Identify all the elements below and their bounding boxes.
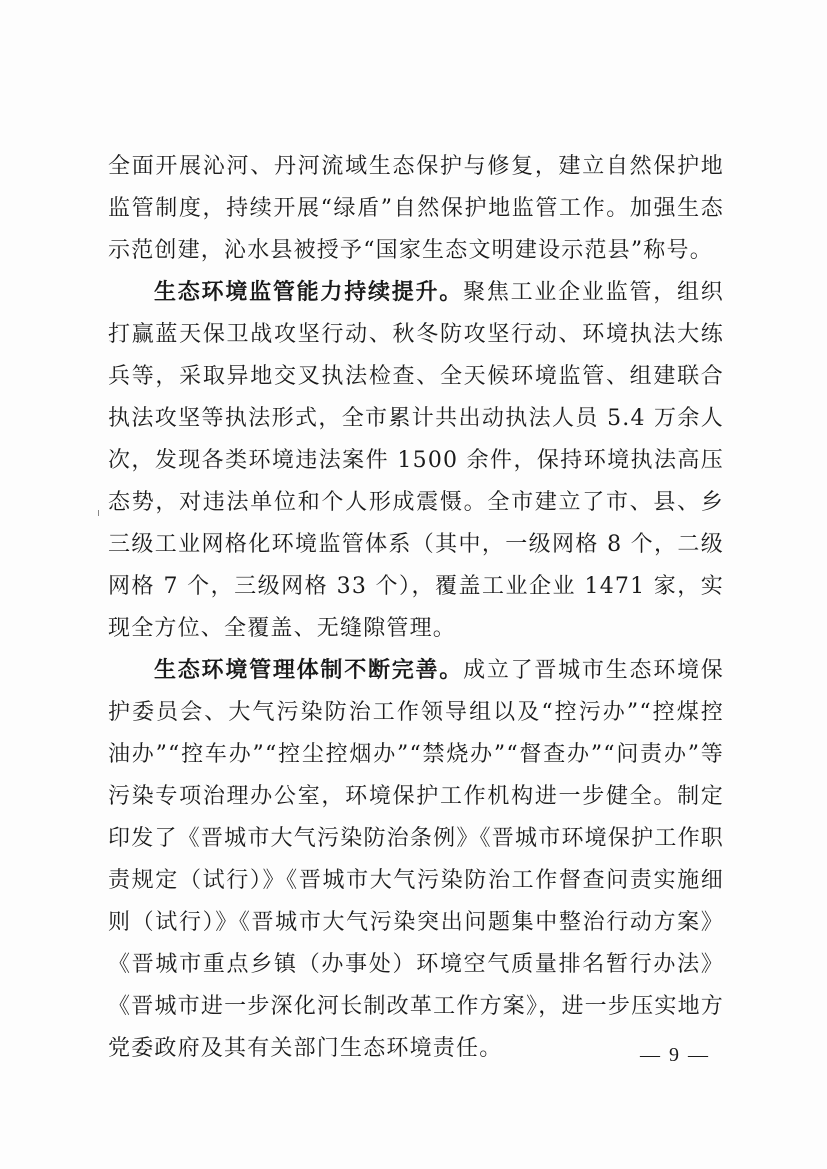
document-body — [108, 146, 724, 1070]
paragraph-heading: 生态环境管理体制不断完善。 — [154, 658, 464, 683]
paragraph-supervision-capacity — [108, 272, 724, 650]
page-number: — 9 — — [640, 1044, 710, 1066]
paragraph-heading: 生态环境监管能力持续提升。 — [154, 280, 464, 305]
paragraph-text: 聚焦工业企业监管，组织打赢蓝天保卫战攻坚行动、秋冬防攻坚行动、环境执法大练兵等，采取异地交叉执法检查、全天候环境监管、组建联合执法攻坚等执法形式，全市累计共出动执法人员 5.4 万余人次，发现各类环境违法案件 1500 余件，保持环境执法高压态势，对违法单位和个人形成震慑。全市建立了市、县、乡三级工业网格化环境监管体系（其中，一级网格 8 个，二级网格 7 个，三级网格 33 个），覆盖工业企业 1471 家，实现全方位、全覆盖、无缝隙管理。 — [108, 280, 724, 641]
paragraph-ecological-protection — [108, 146, 724, 272]
margin-mark — [98, 510, 99, 516]
paragraph-text: 全面开展沁河、丹河流域生态保护与修复，建立自然保护地监管制度，持续开展“绿盾”自然保护地监管工作。加强生态示范创建，沁水县被授予“国家生态文明建设示范县”称号。 — [108, 154, 724, 263]
paragraph-text: 成立了晋城市生态环境保护委员会、大气污染防治工作领导组以及“控污办”“控煤控油办”“控车办”“控尘控烟办”“禁烧办”“督查办”“问责办”等污染专项治理办公室，环境保护工作机构进一步健全。制定印发了《晋城市大气污染防治条例》《晋城市环境保护工作职责规定（试行）》《晋城市大气污染防治工作督查问责实施细则（试行）》《晋城市大气污染突出问题集中整治行动方案》《晋城市重点乡镇（办事处）环境空气质量排名暂行办法》《晋城市进一步深化河长制改革工作方案》，进一步压实地方党委政府及其有关部门生态环境责任。 — [108, 658, 724, 1061]
paragraph-management-system — [108, 650, 724, 1070]
